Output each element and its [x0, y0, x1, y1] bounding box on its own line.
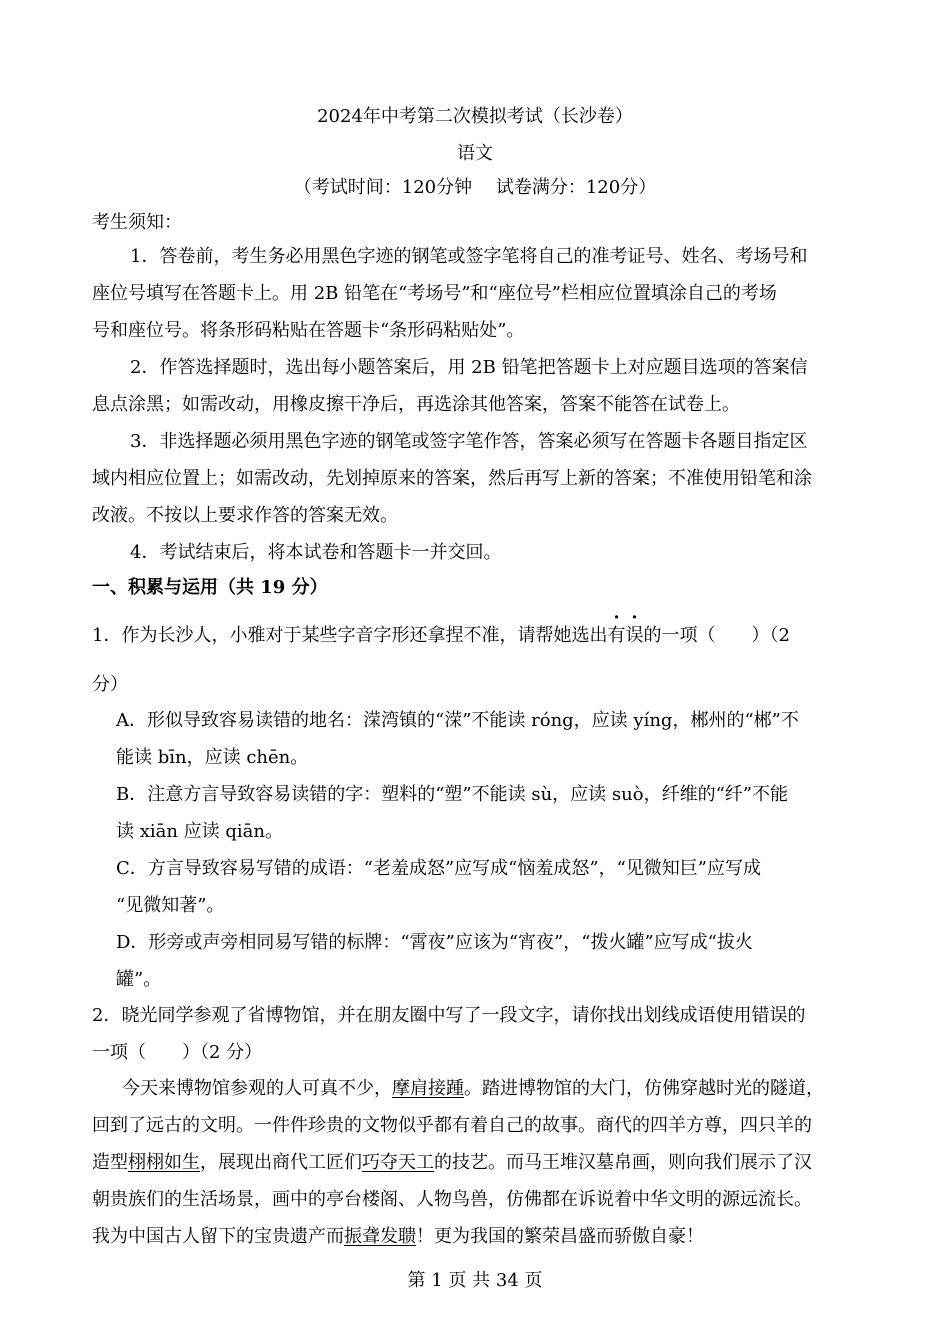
question-1-stem-cont: 分） — [92, 674, 128, 695]
underlined-idiom: 巧夺天工 — [362, 1152, 434, 1173]
passage-line: 朝贵族们的生活场景，画中的亭台楼阁、人物鸟兽，仿佛都在诉说着中华文明的源远流长。 — [92, 1189, 812, 1210]
question-1-option-d-cont: 罐”。 — [116, 969, 162, 990]
exam-title: 2024年中考第二次模拟考试（长沙卷） — [317, 106, 633, 127]
passage-text: ，展现出商代工匠们 — [200, 1152, 362, 1173]
underlined-idiom: 摩肩接踵 — [392, 1078, 464, 1099]
question-1-option-c: C．方言导致容易写错的成语：“老羞成怒”应写成“恼羞成怒”，“见微知巨”应写成 — [116, 858, 761, 879]
passage-text: ！更为我国的繁荣昌盛而骄傲自豪！ — [416, 1226, 704, 1247]
section-heading: 一、积累与运用（共 19 分） — [92, 577, 328, 598]
passage-line — [122, 1074, 824, 1100]
passage-text: 我为中国古人留下的宝贵遗产而 — [92, 1226, 344, 1247]
notice-line: 息点涂黑；如需改动，用橡皮擦干净后，再选涂其他答案，答案不能答在试卷上。 — [92, 394, 740, 415]
emphasis-dot-char: 误 — [625, 625, 644, 646]
passage-text: 。踏进博物馆的大门，仿佛穿越时光的隧道， — [464, 1078, 824, 1099]
question-1-option-c-cont: “见微知著”。 — [116, 895, 225, 916]
question-1-stem-text: 的一项（ ）（2 — [643, 625, 790, 646]
question-1-option-d: D．形旁或声旁相同易写错的标牌：“霄夜”应该为“宵夜”，“拨火罐”应写成“拔火 — [116, 932, 753, 953]
question-1-option-b-cont: 读 xiān 应读 qiān。 — [116, 821, 284, 842]
underlined-idiom: 栩栩如生 — [128, 1152, 200, 1173]
exam-info: （考试时间：120分钟 试卷满分：120分） — [293, 177, 657, 198]
question-1-option-a-cont: 能读 bīn，应读 chēn。 — [116, 747, 309, 768]
question-1-option-b: B．注意方言导致容易读错的字：塑料的“塑”不能读 sù，应读 suò，纤维的“纤”不能 — [116, 784, 788, 805]
question-1-stem-text: 1．作为长沙人，小雅对于某些字音字形还拿捏不准，请帮她选出 — [92, 625, 608, 646]
passage-line: 回到了远古的文明。一件件珍贵的文物似乎都有着自己的故事。商代的四羊方尊，四只羊的 — [92, 1115, 812, 1136]
question-2-stem: 2．晓光同学参观了省博物馆，并在朋友圈中写了一段文字，请你找出划线成语使用错误的 — [92, 1005, 806, 1026]
passage-line — [92, 1222, 704, 1248]
notice-line: 3．非选择题必须用黑色字迹的钢笔或签字笔作答，答案必须写在答题卡各题目指定区 — [130, 431, 808, 452]
notice-line: 座位号填写在答题卡上。用 2B 铅笔在“考场号”和“座位号”栏相应位置填涂自己的考场 — [92, 283, 777, 304]
question-2-stem-cont: 一项（ ）（2 分） — [92, 1042, 263, 1063]
notice-line: 改液。不按以上要求作答的答案无效。 — [92, 505, 398, 526]
notice-line: 4．考试结束后，将本试卷和答题卡一并交回。 — [130, 542, 502, 563]
notice-heading: 考生须知： — [92, 212, 182, 233]
page-number: 第 1 页 共 34 页 — [407, 1270, 543, 1291]
notice-line: 1．答卷前，考生务必用黑色字迹的钢笔或签字笔将自己的准考证号、姓名、考场号和 — [130, 246, 808, 267]
notice-line: 域内相应位置上；如需改动，先划掉原来的答案，然后再写上新的答案；不准使用铅笔和涂 — [92, 468, 812, 489]
question-1-option-a: A．形似导致容易读错的地名：溁湾镇的“溁”不能读 róng，应读 yíng，郴州的“郴”不 — [116, 710, 799, 731]
passage-text: 的技艺。而马王堆汉墓帛画，则向我们展示了汉 — [434, 1152, 812, 1173]
emphasis-dot-char: 有 — [607, 625, 626, 646]
question-1-stem — [92, 621, 790, 647]
passage-line — [92, 1148, 812, 1174]
underlined-idiom: 振聋发聩 — [344, 1226, 416, 1247]
subject-title: 语文 — [457, 143, 493, 164]
notice-line: 号和座位号。将条形码粘贴在答题卡“条形码粘贴处”。 — [92, 320, 525, 341]
passage-text: 今天来博物馆参观的人可真不少， — [122, 1078, 392, 1099]
passage-text: 造型 — [92, 1152, 128, 1173]
notice-line: 2．作答选择题时，选出每小题答案后，用 2B 铅笔把答题卡上对应题目选项的答案信 — [130, 357, 808, 378]
